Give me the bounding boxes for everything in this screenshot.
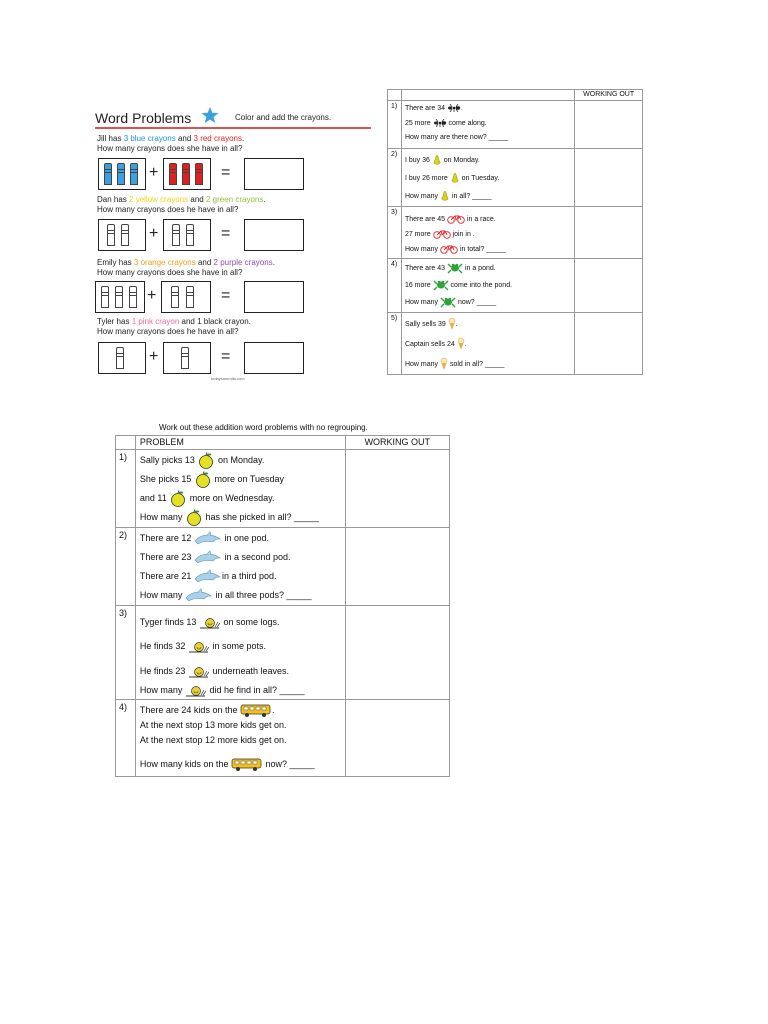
crayon-icon	[186, 286, 194, 308]
working-out-cell[interactable]	[575, 313, 643, 375]
ice-cream-icon	[448, 317, 456, 331]
crayon-question-4: Tyler has 1 pink crayon and 1 black crayon. How many crayons does he have in all?	[97, 317, 251, 336]
working-out-cell[interactable]	[345, 528, 449, 606]
working-out-cell[interactable]	[575, 101, 643, 149]
apple-icon	[197, 452, 215, 470]
crayon-icon	[182, 163, 190, 185]
plus-sign: +	[149, 164, 159, 181]
table-row	[116, 528, 450, 606]
worksheet-footer: todaysmeridia.com	[211, 376, 245, 381]
crayon-box	[163, 158, 211, 190]
problem-cell: I buy 36 on Monday. I buy 26 more on Tuesday. How many in all? _____	[401, 149, 574, 207]
working-out-cell[interactable]	[575, 259, 643, 313]
crayon-icon	[115, 286, 123, 308]
crayon-box	[98, 158, 146, 190]
crayon-question-1: Jill has 3 blue crayons and 3 red crayons. How many crayons does she have in all?	[97, 134, 245, 153]
crayon-icon	[130, 163, 138, 185]
crayon-icon	[186, 224, 194, 246]
problem-number: 2)	[116, 528, 136, 606]
problem-number: 1)	[116, 450, 136, 528]
crayon-question-3: Emily has 3 orange crayons and 2 purple crayons. How many crayons does she have in all?	[97, 258, 275, 277]
title-divider	[95, 127, 371, 129]
crayon-icon	[107, 224, 115, 246]
crayon-icon	[104, 163, 112, 185]
bicycle-icon	[440, 244, 458, 254]
working-out-cell[interactable]	[345, 700, 449, 777]
crayon-icon	[116, 347, 124, 369]
dolphin-icon	[194, 569, 222, 585]
problem-cell: Tyger finds 13 on some logs. He finds 32 in some pots. He finds 23 underneath leaves. How many did he find in all? _____	[135, 606, 345, 700]
worksheet-title: Word Problems	[95, 110, 192, 126]
working-out-cell[interactable]	[345, 606, 449, 700]
apple-icon	[185, 509, 203, 527]
crayon-box	[163, 342, 211, 374]
problem-cell: There are 43 in a pond. 16 more come into the pond. How many now? _____	[401, 259, 574, 313]
table-row	[116, 700, 450, 777]
crayon-icon	[195, 163, 203, 185]
ice-cream-icon	[457, 337, 465, 351]
table-row	[388, 149, 643, 207]
crayon-box	[161, 281, 211, 313]
snail-icon	[199, 616, 221, 630]
equals-sign: =	[221, 164, 231, 181]
crayon-icon	[169, 163, 177, 185]
bicycle-icon	[447, 214, 465, 224]
problem-cell: There are 24 kids on the . At the next stop 13 more kids get on. At the next stop 12 more kids get on. How many kids on the now? _____	[135, 700, 345, 777]
equals-sign: =	[221, 225, 231, 242]
crayon-box	[163, 219, 211, 251]
crayon-box	[98, 219, 146, 251]
apple-icon	[169, 490, 187, 508]
crayon-icon	[101, 286, 109, 308]
equals-sign: =	[221, 287, 231, 304]
table-row	[388, 313, 643, 375]
crayon-question-2: Dan has 2 yellow crayons and 2 green crayons. How many crayons does he have in all?	[97, 195, 266, 214]
crayon-icon	[171, 286, 179, 308]
problem-number: 4)	[116, 700, 136, 777]
school-bus-icon	[240, 704, 272, 718]
working-out-cell[interactable]	[345, 450, 449, 528]
dolphin-icon	[185, 588, 213, 604]
working-out-cell[interactable]	[575, 149, 643, 207]
worksheet-instruction: Work out these addition word problems with no regrouping.	[159, 423, 368, 432]
school-bus-icon	[231, 758, 263, 772]
table-header-row	[116, 436, 450, 450]
problem-cell: There are 45 in a race. 27 more join in . How many in total? _____	[401, 207, 574, 259]
working-out-header: WORKING OUT	[345, 436, 449, 450]
crayon-icon	[172, 224, 180, 246]
table-header-row	[388, 90, 643, 101]
frog-icon	[433, 279, 449, 291]
problem-number: 5)	[388, 313, 402, 375]
worksheet-instruction: Color and add the crayons.	[235, 113, 332, 122]
table-row	[388, 259, 643, 313]
pear-icon	[450, 172, 460, 184]
ice-cream-icon	[440, 357, 448, 371]
problem-number: 3)	[388, 207, 402, 259]
problem-cell: There are 34 . 25 more come along. How many are there now? _____	[401, 101, 574, 149]
problem-number: 4)	[388, 259, 402, 313]
table-row	[116, 606, 450, 700]
crayon-box	[95, 281, 145, 313]
star-icon	[201, 106, 219, 124]
table-row	[388, 207, 643, 259]
snail-icon	[185, 684, 207, 698]
dolphin-icon	[194, 550, 222, 566]
frog-icon	[440, 296, 456, 308]
snail-icon	[188, 665, 210, 679]
table-row	[116, 450, 450, 528]
ant-icon	[433, 119, 447, 127]
answer-box[interactable]	[244, 342, 304, 374]
equals-sign: =	[221, 348, 231, 365]
problem-table	[387, 89, 643, 375]
apple-icon	[194, 471, 212, 489]
working-out-cell[interactable]	[575, 207, 643, 259]
plus-sign: +	[149, 348, 159, 365]
problem-header: PROBLEM	[135, 436, 345, 450]
crayon-icon	[117, 163, 125, 185]
addition-worksheet-small	[387, 89, 643, 375]
problem-cell: Sally sells 39 . Captain sells 24 . How many sold in all? _____	[401, 313, 574, 375]
answer-box[interactable]	[244, 158, 304, 190]
working-out-header: WORKING OUT	[575, 90, 643, 101]
problem-cell: Sally picks 13 on Monday. She picks 15 more on Tuesday and 11 more on Wednesday. How many has she picked in all? _____	[135, 450, 345, 528]
crayon-worksheet	[93, 100, 375, 382]
crayon-box	[98, 342, 146, 374]
problem-number: 3)	[116, 606, 136, 700]
answer-box[interactable]	[244, 219, 304, 251]
frog-icon	[447, 262, 463, 274]
crayon-icon	[129, 286, 137, 308]
problem-table	[115, 435, 450, 777]
plus-sign: +	[149, 225, 159, 242]
crayon-icon	[181, 347, 189, 369]
bicycle-icon	[433, 229, 451, 239]
problem-number: 2)	[388, 149, 402, 207]
plus-sign: +	[147, 287, 157, 304]
crayon-icon	[121, 224, 129, 246]
problem-cell: There are 12 in one pod. There are 23 in a second pod. There are 21 in a third pod. How many in all three pods? _____	[135, 528, 345, 606]
pear-icon	[432, 154, 442, 166]
answer-box[interactable]	[244, 281, 304, 313]
addition-worksheet-large	[115, 420, 451, 774]
ant-icon	[447, 104, 461, 112]
pear-icon	[440, 190, 450, 202]
snail-icon	[188, 640, 210, 654]
table-row	[388, 101, 643, 149]
dolphin-icon	[194, 531, 222, 547]
problem-number: 1)	[388, 101, 402, 149]
